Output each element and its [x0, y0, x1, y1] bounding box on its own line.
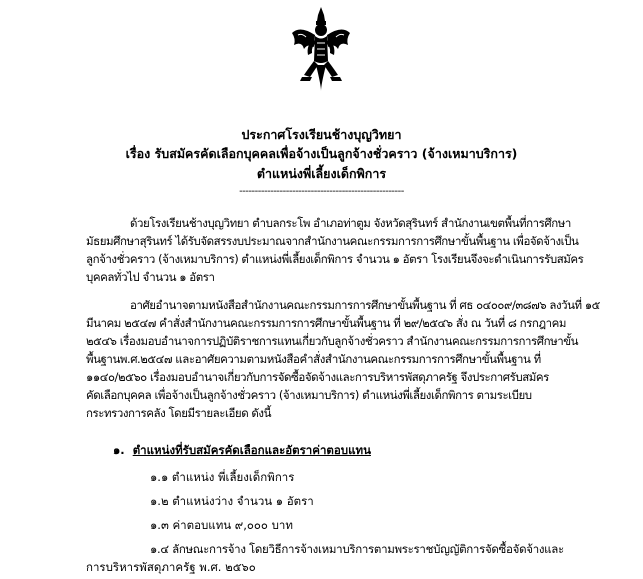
announcement-title: ประกาศโรงเรียนช้างบุญวิทยา: [241, 127, 402, 142]
paragraph-line: ๒๕๔๖ เรื่องมอบอำนาจการปฏิบัติราชการแทนเกี่ยวกับลูกจ้างชั่วคราว สำนักงานคณะกรรมการการศึกษาขั้น: [86, 334, 579, 348]
paragraph-line: ๑๑๔๐/๒๕๖๐ เรื่องมอบอำนาจเกี่ยวกับการจัดซื้อจัดจ้างและการบริหารพัสดุภาครัฐ จึงประกาศรับสมัคร: [86, 370, 549, 384]
paragraph-line: อาศัยอำนาจตามหนังสือสำนักงานคณะกรรมการการศึกษาขั้นพื้นฐาน ที่ ศธ ๐๔๐๐๙/๓๘๗๖ ลงวันที่ ๑๕: [130, 298, 600, 312]
position-title: ตำแหน่งพี่เลี้ยงเด็กพิการ: [256, 166, 387, 181]
list-item: ๑.๔ ลักษณะการจ้าง โดยวิธีการจ้างเหมาบริการตามพระราชบัญญัติการจัดซื้อจัดจ้างและ: [150, 542, 564, 556]
paragraph-line: คัดเลือกบุคคล เพื่อจ้างเป็นลูกจ้างชั่วคราว (จ้างเหมาบริการ) ตำแหน่งพี่เลี้ยงเด็กพิการ ตามระเบียบ: [86, 388, 532, 402]
paragraph-line: กระทรวงการคลัง โดยมีรายละเอียด ดังนี้: [86, 406, 272, 420]
list-item-continuation: การบริหารพัสดุภาครัฐ พ.ศ. ๒๕๖๐: [86, 560, 256, 574]
paragraph-line: มัธยมศึกษาสุรินทร์ ได้รับจัดสรรงบประมาณจากสำนักงานคณะกรรมการการศึกษาขั้นพื้นฐาน เพื่อจัดจ้างเป็น: [86, 234, 579, 248]
paragraph-line: มีนาคม ๒๕๔๗ คำสั่งสำนักงานคณะกรรมการการศึกษาขั้นพื้นฐาน ที่ ๒๙/๒๕๔๖ สั่ง ณ วันที่ ๘ กรกฎาคม: [86, 316, 567, 330]
title-divider: -----------------------------------------------------: [239, 186, 404, 197]
paragraph-line: บุคคลทั่วไป จำนวน ๑ อัตรา: [86, 270, 215, 284]
paragraph-line: พื้นฐานพ.ศ.๒๕๔๗ และอาศัยความตามหนังสือคำสั่งสำนักงานคณะกรรมการการศึกษาขั้นพื้นฐาน ที่: [86, 352, 541, 366]
announcement-subject: เรื่อง รับสมัครคัดเลือกบุคคลเพื่อจ้างเป็นลูกจ้างชั่วคราว (จ้างเหมาบริการ): [125, 146, 518, 161]
garuda-emblem-icon: [290, 5, 352, 95]
section-number: ๑.: [113, 443, 125, 457]
section-heading-text: ตำแหน่งที่รับสมัครคัดเลือกและอัตราค่าตอบแทน: [132, 443, 371, 457]
section-heading: [113, 442, 371, 458]
list-item: ๑.๓ ค่าตอบแทน ๙,๐๐๐ บาท: [150, 518, 293, 532]
list-item: ๑.๒ ตำแหน่งว่าง จำนวน ๑ อัตรา: [150, 494, 314, 508]
paragraph-line: ลูกจ้างชั่วคราว (จ้างเหมาบริการ) ตำแหน่งพี่เลี้ยงเด็กพิการ จำนวน ๑ อัตรา โรงเรียนจึงจะดำเนินการรับสมัคร: [86, 252, 584, 266]
list-item: ๑.๑ ตำแหน่ง พี่เลี้ยงเด็กพิการ: [150, 470, 295, 484]
paragraph-line: ด้วยโรงเรียนช้างบุญวิทยา ตำบลกระโพ อำเภอท่าตูม จังหวัดสุรินทร์ สำนักงานเขตพื้นที่การศึกษา: [130, 216, 571, 230]
